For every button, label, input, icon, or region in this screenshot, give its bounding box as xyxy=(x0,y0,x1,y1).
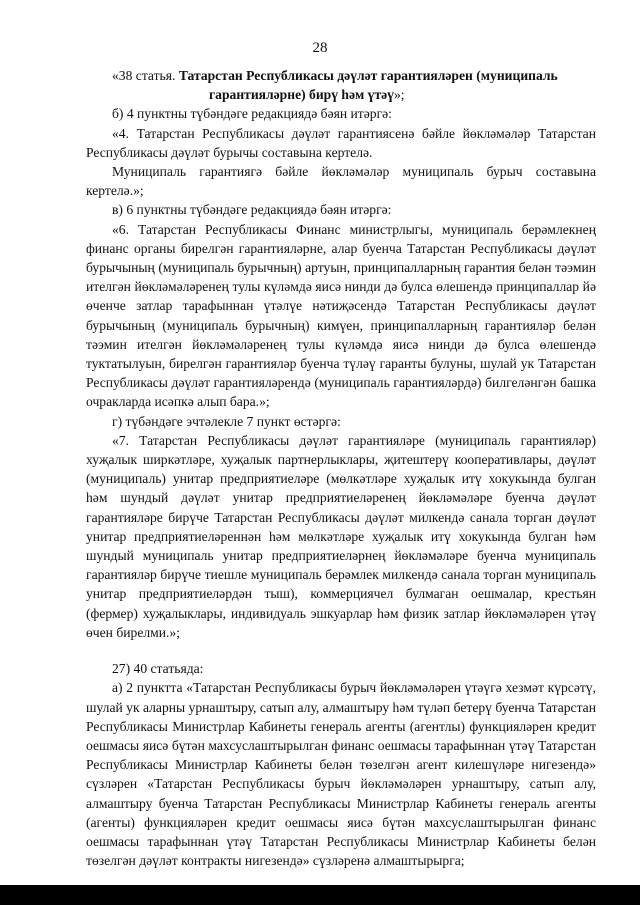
document-body xyxy=(86,66,596,870)
scan-edge-bar xyxy=(0,885,640,905)
article-heading xyxy=(86,66,596,104)
paragraph: в) 6 пунктны түбәндәге редакциядә бәян итәргә: xyxy=(112,202,392,218)
article-heading-prefix: «38 статья. xyxy=(112,68,176,83)
article-heading-title-line1: Татарстан Республикасы дәүләт гарантияләрен (муниципаль xyxy=(178,68,558,83)
paragraph: «6. Татарстан Республикасы Финанс министрлыгы, муниципаль берәмлекнең финанс органы бирелгән гарантияләрне, алар буенча Татарстан Республикасы дәүләт бурычының (муниципаль бурычның) артуын, принципалларның гарантия белән тәэмин ителгән йөкләмәләренең тулы күләмдә яисә нинди дә булса өлешендә принципаллар йә өченче затлар тарафыннан үтәлүе нәтиҗәсендә Татарстан Республикасы дәүләт бурычының (муниципаль бурычның) кимүен, принципалларның гарантияләр белән тәэмин ителгән йөкләмәләренең тулы күләмдә яисә нинди дә булса өлешендә туктатылуын, бирелгән гарантияләр буенча түләү гаранты булуны, шулай ук Татарстан Республикасы дәүләт гарантияләрендә (муниципаль гарантияләрдә) билгеләнгән башка очракларда исәпкә алып бара.»; xyxy=(86,221,596,410)
page-number: 28 xyxy=(312,40,328,56)
paragraph: «4. Татарстан Республикасы дәүләт гарантиясенә бәйле йөкләмәләр Татарстан Республикасы дәүләт бурычы составына кертелә. xyxy=(86,125,596,160)
article-heading-title-line2 xyxy=(86,85,596,104)
paragraph: а) 2 пунктта «Татарстан Республикасы бурыч йөкләмәләрен үтәүгә хезмәт күрсәтү, шулай ук аларны урнаштыру, сатып алу, алмаштыру һәм түләп бетерү буенча Татарстан Республикасы Министрлар Кабинеты генераль агенты (агентлы) функцияләрен кредит оешмасы яисә бүтән махсуслаштырылган финанс оешмасы тарафыннан үтәү Татарстан Республикасы Министрлар Кабинеты белән төзелгән агент килешүләре нигезендә» сүзләрен «Татарстан Республикасы бурыч йөкләмәләрен урнаштыру, сатып алу, алмаштыру буенча Татарстан Республикасы Министрлар Кабинеты генераль агенты (агенты) функцияләрен кредит оешмасы яисә бүтән махсуслаштырылган финанс оешмасы тарафыннан үтәү Татарстан Республикасы Министрлар Кабинеты белән төзелгән дәүләт контракты нигезендә» сүзләренә алмаштырырга; xyxy=(86,680,596,869)
paragraph: 27) 40 статьяда: xyxy=(112,661,204,677)
article-heading-suffix: »; xyxy=(393,87,405,103)
paragraph-gap xyxy=(86,642,596,659)
article-heading-title-line2-text: гарантияләрне) бирү һәм үтәү xyxy=(209,87,394,103)
paragraph: Муниципаль гарантиягә бәйле йөкләмәләр муниципаль бурыч составына кертелә.»; xyxy=(86,164,596,199)
paragraph: б) 4 пунктны түбәндәге редакциядә бәян итәргә: xyxy=(112,106,392,122)
paragraph: «7. Татарстан Республикасы дәүләт гарантияләре (муниципаль гарантияләр) хуҗалык ширкәтләре, хуҗалык партнерлыклары, җитештерү кооперативлары, дәүләт (муниципаль) унитар предприятиеләре (мөлкәтләре хуҗалык итү хокукында булган һәм шундый дәүләт унитар предприятиеләренең йөкләмәләре буенча дәүләт гарантияләре бирүче Татарстан Республикасы дәүләт милкендә санала торган дәүләт унитар предприятиеләреннән һәм мөлкәтләре хуҗалык итү хокукында булган һәм шундый муниципаль унитар предприятиеләрнең йөкләмәләре буенча муниципаль гарантияләр бирүче тиешле муниципаль берәмлек милкендә санала торган муниципаль унитар предприятиеләрдән тыш), коммерциячел булмаган оешмалар, крестьян (фермер) хуҗалыклары, индивидуаль эшкуарлар һәм физик затлар йөкләмәләрен үтәү өчен бирелми.»; xyxy=(86,432,596,640)
paragraph: г) түбәндәге эчтәлекле 7 пункт өстәргә: xyxy=(112,413,341,429)
